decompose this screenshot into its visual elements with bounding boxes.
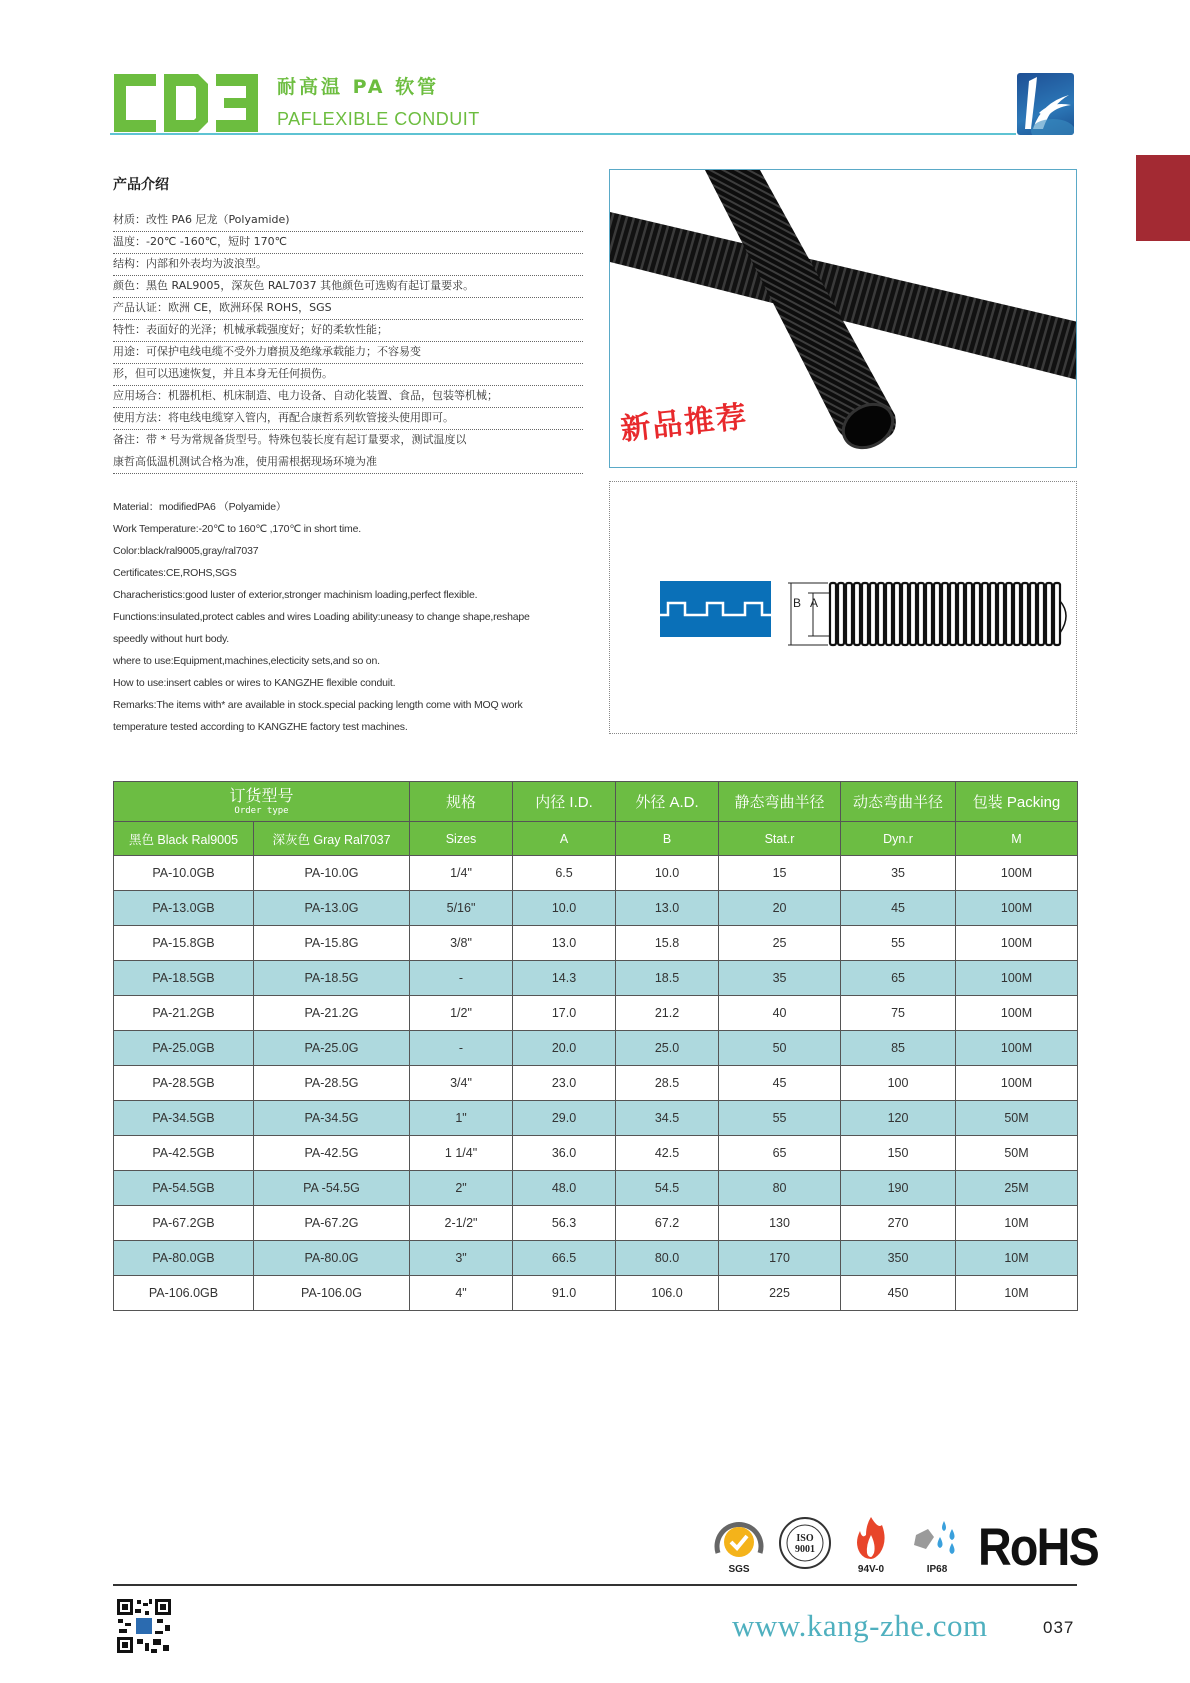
cell-static-radius: 170 — [719, 1241, 841, 1276]
svg-text:ISO: ISO — [796, 1533, 814, 1544]
cell-packing: 100M — [956, 1031, 1078, 1066]
cell-inner-diameter: 23.0 — [513, 1066, 616, 1101]
cell-packing: 100M — [956, 891, 1078, 926]
cell-packing: 10M — [956, 1276, 1078, 1311]
intro-cn-line: 产品认证：欧洲 CE，欧洲环保 ROHS，SGS — [113, 298, 583, 320]
cell-size: - — [410, 1031, 513, 1066]
intro-cn-line: 应用场合：机器机柜、机床制造、电力设备、自动化装置、食品，包装等机械； — [113, 386, 583, 408]
page-title-cn: 耐高温 PA 软管 — [277, 76, 440, 98]
subheader-sizes: Sizes — [410, 822, 513, 856]
cell-inner-diameter: 14.3 — [513, 961, 616, 996]
cell-size: 2-1/2" — [410, 1206, 513, 1241]
dimension-label-a: A — [810, 596, 819, 610]
cell-outer-diameter: 18.5 — [616, 961, 719, 996]
cell-outer-diameter: 80.0 — [616, 1241, 719, 1276]
cell-static-radius: 65 — [719, 1136, 841, 1171]
cell-size: 1 1/4" — [410, 1136, 513, 1171]
intro-en-line: Work Temperature:-20℃ to 160℃ ,170℃ in short time. — [113, 523, 361, 535]
cell-dynamic-radius: 75 — [841, 996, 956, 1031]
cell-outer-diameter: 21.2 — [616, 996, 719, 1031]
cell-black-model: PA-106.0GB — [114, 1276, 254, 1311]
intro-en-line: Certificates:CE,ROHS,SGS — [113, 567, 237, 579]
cell-gray-model: PA-18.5G — [254, 961, 410, 996]
profile-diagram — [609, 481, 1077, 734]
cell-static-radius: 15 — [719, 856, 841, 891]
cell-outer-diameter: 67.2 — [616, 1206, 719, 1241]
cell-black-model: PA-80.0GB — [114, 1241, 254, 1276]
cd3-code-graphic — [112, 72, 262, 134]
cell-packing: 50M — [956, 1101, 1078, 1136]
cell-outer-diameter: 28.5 — [616, 1066, 719, 1101]
cell-outer-diameter: 106.0 — [616, 1276, 719, 1311]
cell-black-model: PA-18.5GB — [114, 961, 254, 996]
cell-inner-diameter: 56.3 — [513, 1206, 616, 1241]
cell-inner-diameter: 13.0 — [513, 926, 616, 961]
website-link[interactable]: www.kang-zhe.com — [732, 1608, 988, 1643]
cell-gray-model: PA-13.0G — [254, 891, 410, 926]
cell-black-model: PA-15.8GB — [114, 926, 254, 961]
intro-cn-line: 特性：表面好的光泽；机械承载强度好；好的柔软性能； — [113, 320, 583, 342]
intro-en-line: where to use:Equipment,machines,electicity sets,and so on. — [113, 655, 380, 667]
cell-black-model: PA-21.2GB — [114, 996, 254, 1031]
cell-size: 4" — [410, 1276, 513, 1311]
table-row — [114, 1206, 1078, 1241]
cell-inner-diameter: 6.5 — [513, 856, 616, 891]
table-row — [114, 1241, 1078, 1276]
intro-cn-line: 形，但可以迅速恢复，并且本身无任何损伤。 — [113, 364, 583, 386]
cell-dynamic-radius: 55 — [841, 926, 956, 961]
cell-dynamic-radius: 45 — [841, 891, 956, 926]
col-header-packing: 包装 Packing — [956, 782, 1078, 822]
page-number: 037 — [1043, 1618, 1075, 1637]
cell-black-model: PA-67.2GB — [114, 1206, 254, 1241]
cell-size: 3/8" — [410, 926, 513, 961]
cell-static-radius: 55 — [719, 1101, 841, 1136]
intro-heading: 产品介绍 — [113, 177, 169, 193]
product-photo — [609, 169, 1077, 468]
intro-cn-line: 备注：带 * 号为常规备货型号。特殊包装长度有起订量要求，测试温度以 — [113, 433, 467, 446]
cell-inner-diameter: 10.0 — [513, 891, 616, 926]
cell-black-model: PA-13.0GB — [114, 891, 254, 926]
intro-cn-line: 颜色：黑色 RAL9005，深灰色 RAL7037 其他颜色可选购有起订量要求。 — [113, 276, 583, 298]
spec-table — [113, 781, 1078, 1311]
subheader-gray: 深灰色 Gray Ral7037 — [254, 822, 410, 856]
cell-size: 1/4" — [410, 856, 513, 891]
cell-gray-model: PA-80.0G — [254, 1241, 410, 1276]
col-header-dynamic: 动态弯曲半径 — [841, 782, 956, 822]
cell-outer-diameter: 25.0 — [616, 1031, 719, 1066]
col-header-size: 规格 — [410, 782, 513, 822]
table-row — [114, 961, 1078, 996]
header-rule — [110, 133, 1016, 135]
intro-cn-line: 温度：-20℃ -160℃，短时 170℃ — [113, 232, 583, 254]
cell-size: 3/4" — [410, 1066, 513, 1101]
cell-size: 2" — [410, 1171, 513, 1206]
cell-packing: 10M — [956, 1206, 1078, 1241]
certification-icons — [710, 1505, 1114, 1575]
cell-outer-diameter: 42.5 — [616, 1136, 719, 1171]
dimension-label-b: B — [793, 596, 802, 610]
cell-gray-model: PA-21.2G — [254, 996, 410, 1031]
cell-gray-model: PA -54.5G — [254, 1171, 410, 1206]
subheader-dyn: Dyn.r — [841, 822, 956, 856]
kangzhe-logo-icon — [1017, 73, 1074, 135]
cell-gray-model: PA-25.0G — [254, 1031, 410, 1066]
cell-gray-model: PA-67.2G — [254, 1206, 410, 1241]
cell-black-model: PA-28.5GB — [114, 1066, 254, 1101]
intro-en-line: temperature tested according to KANGZHE factory test machines. — [113, 721, 408, 733]
cell-dynamic-radius: 100 — [841, 1066, 956, 1101]
cell-static-radius: 80 — [719, 1171, 841, 1206]
cell-static-radius: 25 — [719, 926, 841, 961]
cell-gray-model: PA-10.0G — [254, 856, 410, 891]
cell-packing: 100M — [956, 926, 1078, 961]
table-row — [114, 1031, 1078, 1066]
cell-dynamic-radius: 270 — [841, 1206, 956, 1241]
cell-packing: 100M — [956, 996, 1078, 1031]
ip68-water-icon: IP68 — [908, 1513, 966, 1575]
cell-packing: 25M — [956, 1171, 1078, 1206]
cell-outer-diameter: 13.0 — [616, 891, 719, 926]
cell-inner-diameter: 29.0 — [513, 1101, 616, 1136]
cell-black-model: PA-25.0GB — [114, 1031, 254, 1066]
intro-cn-list — [113, 210, 583, 474]
cell-packing: 10M — [956, 1241, 1078, 1276]
table-row — [114, 856, 1078, 891]
col-header-order: 订货型号 Order type — [114, 782, 410, 822]
cell-gray-model: PA-34.5G — [254, 1101, 410, 1136]
cell-packing: 50M — [956, 1136, 1078, 1171]
qr-code-icon — [115, 1597, 173, 1655]
cell-black-model: PA-42.5GB — [114, 1136, 254, 1171]
cell-dynamic-radius: 150 — [841, 1136, 956, 1171]
cell-static-radius: 225 — [719, 1276, 841, 1311]
intro-en-list — [113, 496, 593, 738]
cell-size: 1/2" — [410, 996, 513, 1031]
table-row — [114, 1066, 1078, 1101]
cell-black-model: PA-10.0GB — [114, 856, 254, 891]
intro-cn-line: 用途：可保护电线电缆不受外力磨损及绝缘承载能力；不容易变 — [113, 342, 583, 364]
rohs-logo: RoHS — [978, 1518, 1098, 1577]
cell-black-model: PA-34.5GB — [114, 1101, 254, 1136]
col-header-static: 静态弯曲半径 — [719, 782, 841, 822]
cell-gray-model: PA-15.8G — [254, 926, 410, 961]
table-row — [114, 996, 1078, 1031]
intro-en-line: Functions:insulated,protect cables and wires Loading ability:uneasy to change shape,reshape — [113, 611, 530, 623]
cell-black-model: PA-54.5GB — [114, 1171, 254, 1206]
table-row — [114, 1276, 1078, 1311]
table-row — [114, 926, 1078, 961]
table-row — [114, 1101, 1078, 1136]
section-side-tab — [1136, 155, 1190, 241]
subheader-b: B — [616, 822, 719, 856]
subheader-stat: Stat.r — [719, 822, 841, 856]
intro-cn-line: 材质：改性 PA6 尼龙（Polyamide) — [113, 210, 583, 232]
series-code — [112, 72, 262, 134]
cell-inner-diameter: 17.0 — [513, 996, 616, 1031]
cell-outer-diameter: 54.5 — [616, 1171, 719, 1206]
conduit-dimension-drawing — [788, 571, 1078, 649]
iso9001-cert-icon — [776, 1513, 834, 1575]
cell-size: 3" — [410, 1241, 513, 1276]
svg-text:9001: 9001 — [795, 1544, 815, 1555]
table-row — [114, 1136, 1078, 1171]
cell-static-radius: 40 — [719, 996, 841, 1031]
cell-outer-diameter: 10.0 — [616, 856, 719, 891]
table-row — [114, 1171, 1078, 1206]
cell-packing: 100M — [956, 1066, 1078, 1101]
intro-en-line: How to use:insert cables or wires to KANGZHE flexible conduit. — [113, 677, 396, 689]
cell-inner-diameter: 48.0 — [513, 1171, 616, 1206]
cell-static-radius: 35 — [719, 961, 841, 996]
table-body — [114, 856, 1078, 1311]
cell-size: - — [410, 961, 513, 996]
intro-en-line: Remarks:The items with* are available in stock.special packing length come with MOQ work — [113, 699, 523, 711]
cell-size: 1" — [410, 1101, 513, 1136]
flame-94v0-icon: 94V-0 — [842, 1513, 900, 1575]
intro-en-line: Color:black/ral9005,gray/ral7037 — [113, 545, 259, 557]
cell-dynamic-radius: 65 — [841, 961, 956, 996]
cell-gray-model: PA-106.0G — [254, 1276, 410, 1311]
cell-dynamic-radius: 85 — [841, 1031, 956, 1066]
cell-inner-diameter: 91.0 — [513, 1276, 616, 1311]
cell-inner-diameter: 36.0 — [513, 1136, 616, 1171]
col-header-od: 外径 A.D. — [616, 782, 719, 822]
cell-dynamic-radius: 450 — [841, 1276, 956, 1311]
cell-outer-diameter: 34.5 — [616, 1101, 719, 1136]
cell-dynamic-radius: 190 — [841, 1171, 956, 1206]
cell-dynamic-radius: 35 — [841, 856, 956, 891]
cell-inner-diameter: 20.0 — [513, 1031, 616, 1066]
cell-gray-model: PA-42.5G — [254, 1136, 410, 1171]
intro-cn-line: 结构：内部和外表均为波浪型。 — [113, 254, 583, 276]
cell-static-radius: 20 — [719, 891, 841, 926]
sgs-cert-icon: SGS — [710, 1513, 768, 1575]
new-product-badge: 新品推荐 — [618, 399, 750, 448]
table-subheader-row — [114, 822, 1078, 856]
table-row — [114, 891, 1078, 926]
intro-en-line: speedly without hurt body. — [113, 633, 230, 645]
cell-static-radius: 45 — [719, 1066, 841, 1101]
footer-rule — [113, 1584, 1077, 1586]
page-title-en: PAFLEXIBLE CONDUIT — [277, 109, 480, 129]
subheader-m: M — [956, 822, 1078, 856]
cell-size: 5/16" — [410, 891, 513, 926]
cell-packing: 100M — [956, 961, 1078, 996]
table-header-row — [114, 782, 1078, 822]
cell-packing: 100M — [956, 856, 1078, 891]
intro-en-line: Material：modifiedPA6 （Polyamide） — [113, 501, 287, 513]
wave-profile-icon — [660, 581, 771, 637]
intro-en-line: Characheristics:good luster of exterior,stronger machinism loading,perfect flexible. — [113, 589, 478, 601]
cell-static-radius: 130 — [719, 1206, 841, 1241]
cell-gray-model: PA-28.5G — [254, 1066, 410, 1101]
intro-cn-line: 康哲高低温机测试合格为准，使用需根据现场环境为准 — [113, 452, 583, 474]
cell-dynamic-radius: 350 — [841, 1241, 956, 1276]
cell-outer-diameter: 15.8 — [616, 926, 719, 961]
subheader-black: 黑色 Black Ral9005 — [114, 822, 254, 856]
col-header-id: 内径 I.D. — [513, 782, 616, 822]
intro-cn-line: 使用方法：将电线电缆穿入管内，再配合康哲系列软管接头使用即可。 — [113, 408, 583, 430]
subheader-a: A — [513, 822, 616, 856]
cell-dynamic-radius: 120 — [841, 1101, 956, 1136]
cell-inner-diameter: 66.5 — [513, 1241, 616, 1276]
cell-static-radius: 50 — [719, 1031, 841, 1066]
